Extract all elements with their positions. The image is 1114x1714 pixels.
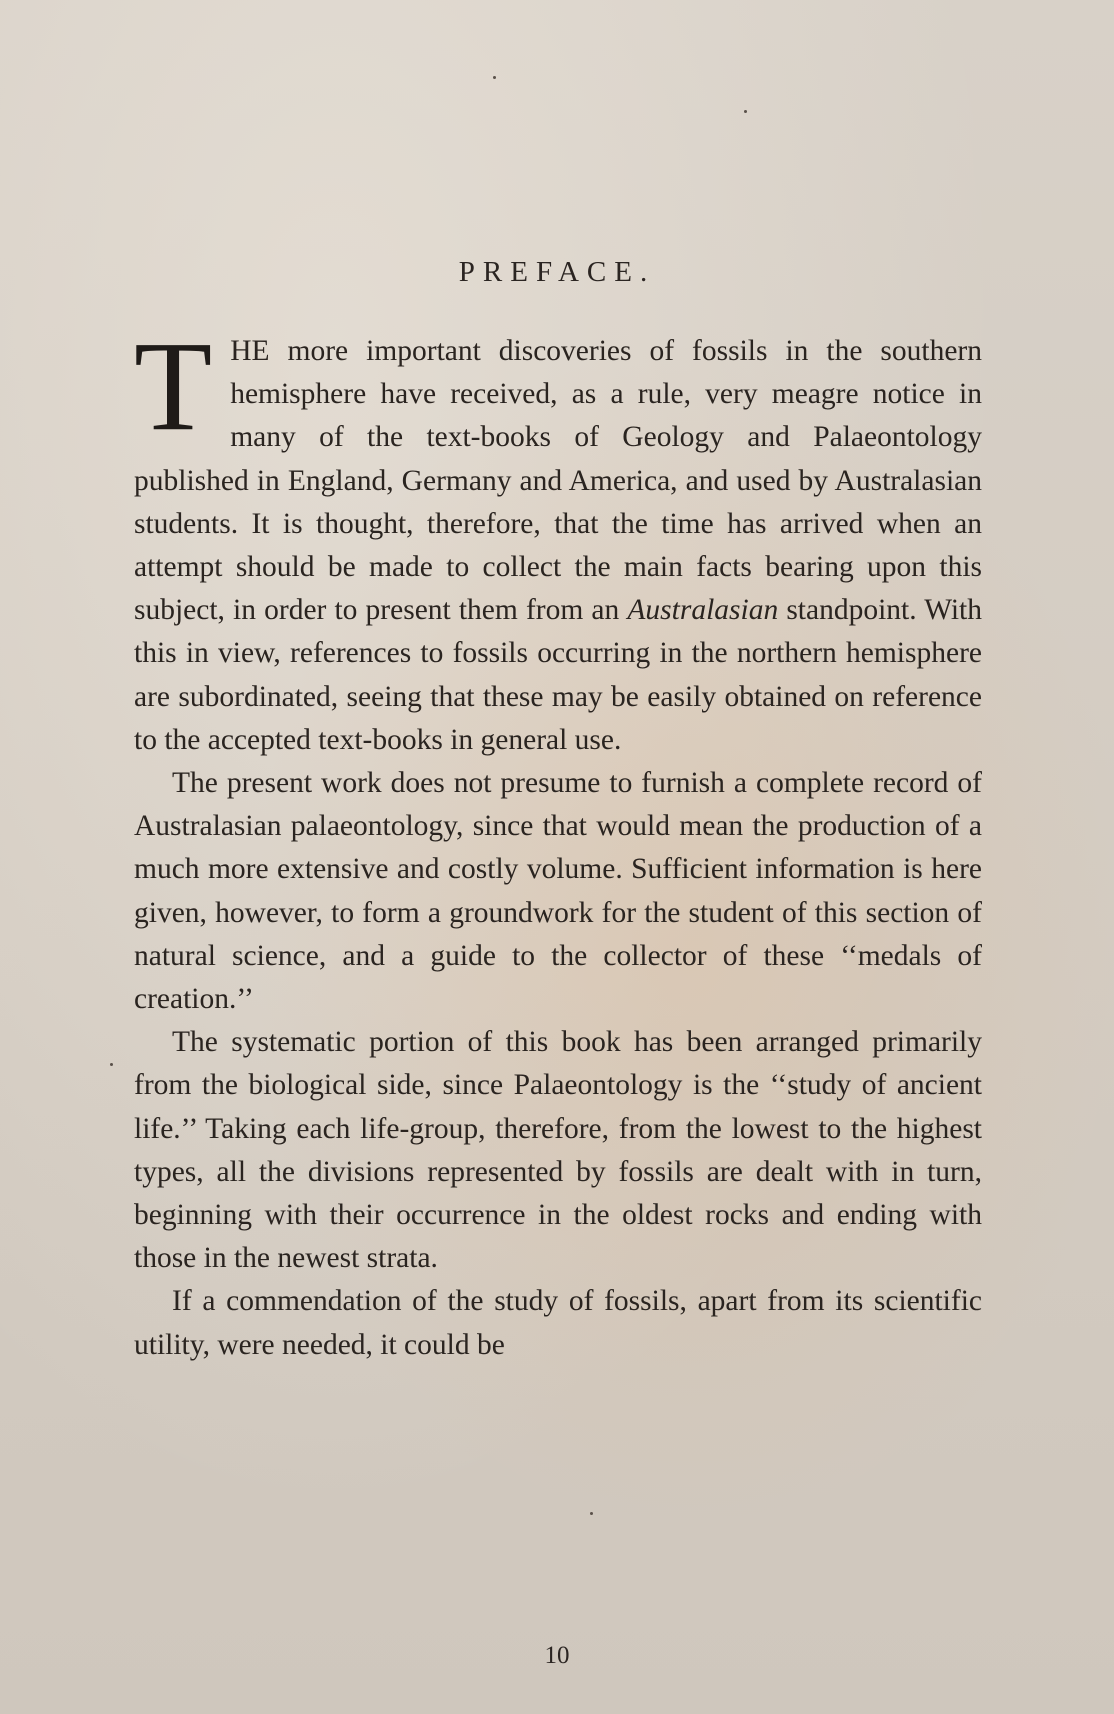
- paragraph-text: standpoint. With this in view, references to fossils occurring in the northern hemisphere are subordinated, seeing that these may be easily obtained on reference to the accepted text-books in general use.: [134, 594, 982, 756]
- paper-speck: [110, 1063, 113, 1066]
- paragraph-text: If a commendation of the study of fossils, apart from its scientific utility, were needed, it could be: [134, 1285, 982, 1361]
- paragraph-text: HE more important discoveries of fossils in the southern hemisphere have received, as a rule, very meagre notice in many of the text-books of Geology and Palaeontology published in England, Germany and America, and used by Australasian students. It is thought, therefore, that the time has arrived when an attempt should be made to collect the main facts bearing upon this subject, in order to present them from an: [134, 335, 982, 627]
- preface-text: [134, 315, 982, 1367]
- paragraph-2: [134, 762, 982, 1021]
- paragraph-4: [134, 1280, 982, 1366]
- paragraph-3: [134, 1021, 982, 1280]
- paragraph-text: The systematic portion of this book has been arranged primarily from the biological side, since Palaeontology is the ‘‘study of ancient life.’’ Taking each life-group, therefore, from the lowest to the highest types, all the divisions represented by fossils are dealt with in turn, beginning with their occurrence in the oldest rocks and ending with those in the newest strata.: [134, 1026, 982, 1275]
- paper-speck: [493, 76, 496, 79]
- paper-speck: [744, 110, 747, 113]
- page-title: PREFACE.: [458, 256, 656, 288]
- paper-speck: [590, 1512, 593, 1515]
- drop-cap: T: [134, 315, 213, 457]
- paragraph-1: [134, 315, 982, 762]
- page-number: 10: [544, 1642, 570, 1669]
- paragraph-text: The present work does not presume to furnish a complete record of Australasian palaeontology, since that would mean the production of a much more extensive and costly volume. Sufficient information is here given, however, to form a groundwork for the student of this section of natural science, and a guide to the collector of these ‘‘medals of creation.’’: [134, 767, 982, 1016]
- paragraph-text-italic: Australasian: [627, 594, 779, 627]
